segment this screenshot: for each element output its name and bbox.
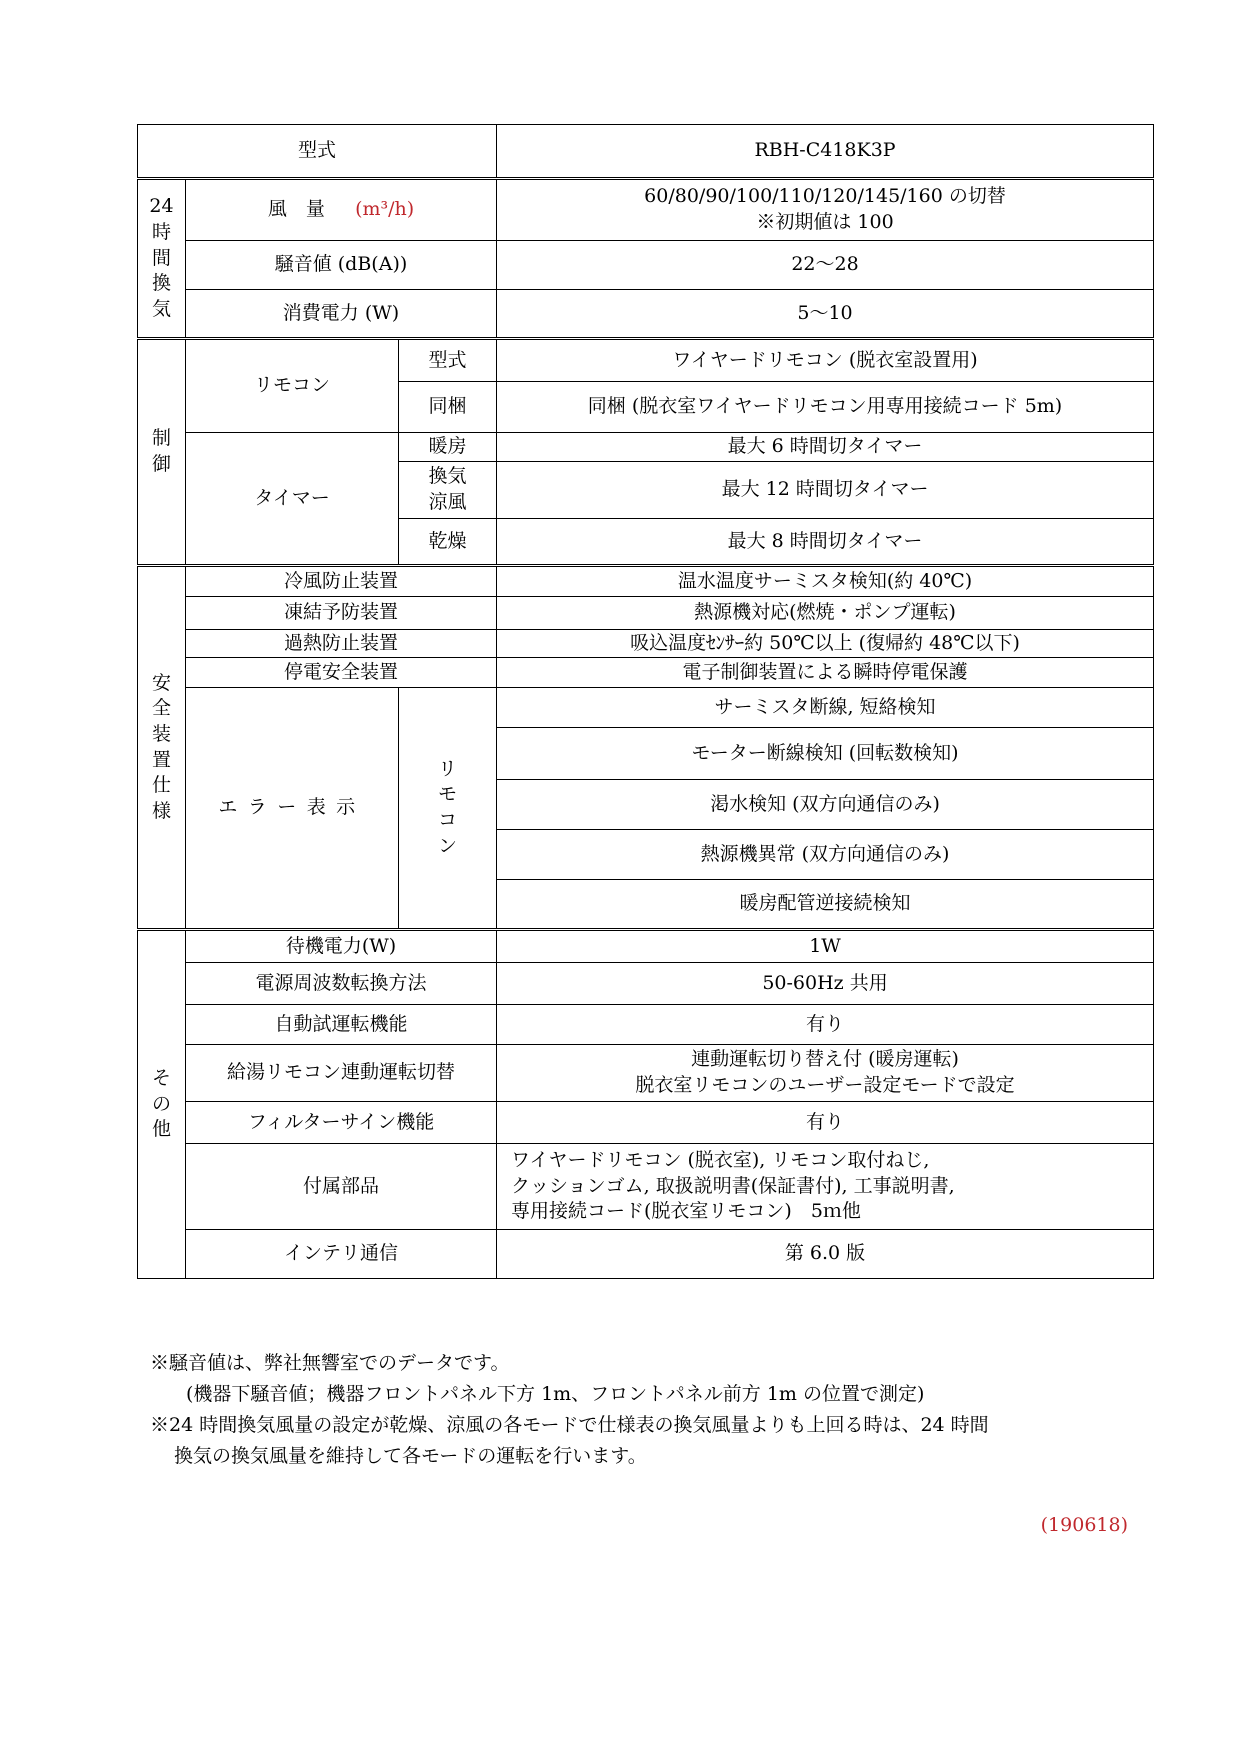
noise-label: 騒音値 (dB(A)): [186, 241, 497, 290]
spec-table: [137, 124, 1154, 1279]
remote-label: リモコン: [186, 339, 399, 433]
doc-code: (190618): [1040, 1514, 1128, 1536]
remote-bundle-label: 同梱: [399, 382, 497, 433]
accessories-value: ワイヤードリモコン (脱衣室), リモコン取付ねじ, クッションゴム, 取扱説明書(保証書付), 工事説明書, 専用接続コード(脱衣室リモコン) 5ｍ他: [497, 1144, 1154, 1230]
airflow-value: 60/80/90/100/110/120/145/160 の切替 ※初期値は 100: [497, 179, 1154, 241]
model-label: 型式: [138, 125, 497, 179]
error-display-label: エラー表示: [186, 688, 399, 930]
power-value: 5～10: [497, 290, 1154, 339]
note-line: (機器下騒音値；機器フロントパネル下方 1m、フロントパネル前方 1m の位置で測定): [186, 1383, 925, 1405]
intelli-comm-label: インテリ通信: [186, 1230, 497, 1279]
control-group-label: 制 御: [138, 339, 186, 566]
timer-vent-value: 最大 12 時間切タイマー: [497, 462, 1154, 519]
accessories-label: 付属部品: [186, 1144, 497, 1230]
note-line: ※騒音値は、弊社無響室でのデータです。: [150, 1352, 510, 1374]
frequency-value: 50-60Hz 共用: [497, 963, 1154, 1005]
intelli-comm-value: 第 6.0 版: [497, 1230, 1154, 1279]
airflow-label: 風 量 (m³/h): [186, 179, 497, 241]
cold-air-prevention-label: 冷風防止装置: [186, 566, 497, 597]
outage-safety-label: 停電安全装置: [186, 658, 497, 688]
auto-test-value: 有り: [497, 1005, 1154, 1045]
safety-group-label: 安 全 装 置 仕 様: [138, 566, 186, 930]
error-item: サーミスタ断線, 短絡検知: [497, 688, 1154, 728]
remote-bundle-value: 同梱 (脱衣室ワイヤードリモコン用専用接続コード 5m): [497, 382, 1154, 433]
note-line: 換気の換気風量を維持して各モードの運転を行います。: [174, 1445, 647, 1467]
timer-heating-value: 最大 6 時間切タイマー: [497, 433, 1154, 462]
noise-value: 22～28: [497, 241, 1154, 290]
filter-sign-value: 有り: [497, 1102, 1154, 1144]
overheat-prevention-label: 過熱防止装置: [186, 630, 497, 658]
freeze-prevention-value: 熱源機対応(燃焼・ポンプ運転): [497, 597, 1154, 630]
notes: [150, 1348, 1110, 1472]
linked-operation-label: 給湯リモコン連動運転切替: [186, 1045, 497, 1102]
outage-safety-value: 電子制御装置による瞬時停電保護: [497, 658, 1154, 688]
timer-dry-value: 最大 8 時間切タイマー: [497, 519, 1154, 566]
linked-operation-value: 連動運転切り替え付 (暖房運転) 脱衣室リモコンのユーザー設定モードで設定: [497, 1045, 1154, 1102]
cold-air-prevention-value: 温水温度サーミスタ検知(約 40℃): [497, 566, 1154, 597]
error-item: モーター断線検知 (回転数検知): [497, 728, 1154, 780]
ventilation-group-label: 24 時 間 換 気: [138, 179, 186, 339]
model-value: RBH-C418K3P: [497, 125, 1154, 179]
standby-power-value: 1W: [497, 930, 1154, 963]
airflow-unit: (m³/h): [355, 198, 415, 221]
power-label: 消費電力 (W): [186, 290, 497, 339]
filter-sign-label: フィルターサイン機能: [186, 1102, 497, 1144]
auto-test-label: 自動試運転機能: [186, 1005, 497, 1045]
freeze-prevention-label: 凍結予防装置: [186, 597, 497, 630]
standby-power-label: 待機電力(W): [186, 930, 497, 963]
timer-vent-label: 換気 涼風: [399, 462, 497, 519]
frequency-label: 電源周波数転換方法: [186, 963, 497, 1005]
remote-type-value: ワイヤードリモコン (脱衣室設置用): [497, 339, 1154, 382]
error-remote-label: リ モ コ ン: [399, 688, 497, 930]
error-item: 暖房配管逆接続検知: [497, 880, 1154, 930]
timer-heating-label: 暖房: [399, 433, 497, 462]
error-item: 渇水検知 (双方向通信のみ): [497, 780, 1154, 830]
error-item: 熱源機異常 (双方向通信のみ): [497, 830, 1154, 880]
remote-type-label: 型式: [399, 339, 497, 382]
overheat-prevention-value: 吸込温度ｾﾝｻｰ約 50℃以上 (復帰約 48℃以下): [497, 630, 1154, 658]
timer-dry-label: 乾燥: [399, 519, 497, 566]
timer-label: タイマー: [186, 433, 399, 566]
other-group-label: そ の 他: [138, 930, 186, 1279]
note-line: ※24 時間換気風量の設定が乾燥、涼風の各モードで仕様表の換気風量よりも上回る時は、24 時間: [150, 1414, 989, 1436]
